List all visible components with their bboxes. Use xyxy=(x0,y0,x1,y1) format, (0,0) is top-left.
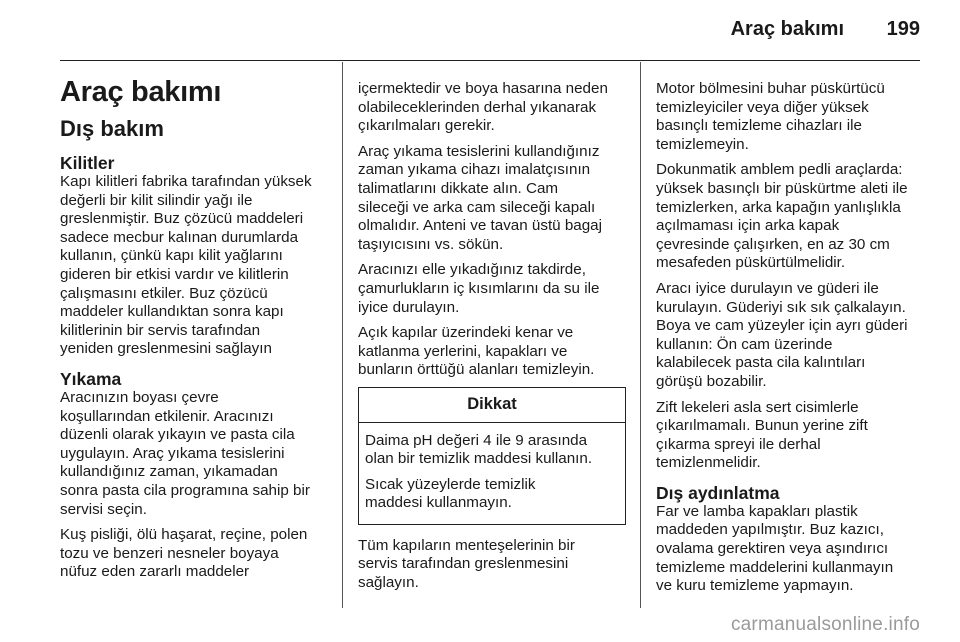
column-1 xyxy=(60,68,330,589)
page-number: 199 xyxy=(886,18,920,40)
caution-body xyxy=(359,423,625,524)
subsection-exterior-lights-heading: Dış aydınlatma xyxy=(656,482,780,503)
locks-paragraph: Kapı kilitleri fabrika tarafından yüksek değerli bir kilit silindir yağı ile greslenmiştir. Buz çözücü maddeleri sadece mecbur kalınan durumlarda kullanın, çünkü kapı kilit yağlarını gideren bir etkisi vardır ve kilitlerin çalışmasını etkiler. Buz çözücü maddeler kullandıktan sonra kapı kilitlerinin bir servis tarafından yeniden greslenmesini sağlayın xyxy=(60,173,312,358)
page-header-title: Araç bakımı xyxy=(730,18,844,40)
col3-paragraph-3: Aracı iyice durulayın ve güderi ile kurulayın. Güderiyi sık sık çalkalayın. Boya ve cam yüzeyler için ayrı güderi kullanın: Ön cam üzerinde kalabilecek pasta cila kalıntıları görüşü bozabilir. xyxy=(656,279,908,390)
column-3 xyxy=(656,80,928,603)
col2-paragraph-5: Tüm kapıların menteşelerinin bir servis tarafından greslenmesini sağlayın. xyxy=(358,536,575,592)
col2-paragraph-2: Araç yıkama tesislerini kullandığınız zaman yıkama cihazı imalatçısının talimatlarını dikkate alın. Cam sileceği ve arka cam sileceği kapalı olmalıdır. Anteni ve tavan üstü bagaj taşıyıcısını vs. sökün. xyxy=(358,142,602,253)
col2-paragraph-3: Aracınızı elle yıkadığınız takdirde, çamurlukların iç kısımlarını da su ile iyice durulayın. xyxy=(358,261,600,316)
header-rule xyxy=(60,60,920,61)
chapter-title: Araç bakımı xyxy=(60,76,222,108)
caution-paragraph-2: Sıcak yüzeylerde temizlik maddesi kullanmayın. xyxy=(365,475,536,512)
col2-paragraph-4: Açık kapılar üzerindeki kenar ve katlanma yerlerini, kapakları ve bunların örttüğü alanları temizleyin. xyxy=(358,324,595,379)
lights-paragraph: Far ve lamba kapakları plastik maddeden yapılmıştır. Buz kazıcı, ovalama gerektiren veya aşındırıcı temizleme maddelerini kullanmayın ve kuru temizleme yapmayın. xyxy=(656,502,894,595)
caution-paragraph-1: Daima pH değeri 4 ile 9 arasında olan bir temizlik maddesi kullanın. xyxy=(365,431,593,468)
col2-paragraph-1: içermektedir ve boya hasarına neden olabileceklerinden derhal yıkanarak çıkarılmaları gerekir. xyxy=(358,80,608,135)
column-divider-1 xyxy=(342,62,343,608)
caution-title: Dikkat xyxy=(359,388,625,423)
section-title: Dış bakım xyxy=(60,116,164,141)
caution-box xyxy=(358,387,626,525)
col3-paragraph-4: Zift lekeleri asla sert cisimlerle çıkarılmamalı. Bunun yerine zift çıkarma spreyi ile derhal temizlenmelidir. xyxy=(656,398,868,472)
col3-paragraph-2: Dokunmatik amblem pedli araçlarda: yüksek basınçlı bir püskürtme aleti ile temizlerken, arka kapağın yanlışlıkla açılmaması için arka kapak çevresinde çalışırken, en az 30 cm mesafeden püskürtülmelidir. xyxy=(656,161,908,272)
wash-paragraph-1: Aracınızın boyası çevre koşullarından etkilenir. Aracınızı düzenli olarak yıkayın ve pasta cila uygulayın. Araç yıkama tesislerini kullandığınız zaman, yıkamadan sonra pasta cila programına sahip bir servisi seçin. xyxy=(60,388,310,518)
wash-paragraph-2: Kuş pisliği, ölü haşarat, reçine, polen tozu ve benzeri nesneler boyaya nüfuz eden zararlı maddeler xyxy=(60,526,308,581)
subsection-locks-heading: Kilitler xyxy=(60,153,115,173)
column-2 xyxy=(358,80,626,600)
col3-paragraph-1: Motor bölmesini buhar püskürtücü temizleyiciler veya diğer yüksek basınçlı temizleme cihazları ile temizlemeyin. xyxy=(656,80,885,153)
column-divider-2 xyxy=(640,62,641,608)
watermark: carmanualsonline.info xyxy=(730,614,920,635)
subsection-wash-heading: Yıkama xyxy=(60,368,122,389)
